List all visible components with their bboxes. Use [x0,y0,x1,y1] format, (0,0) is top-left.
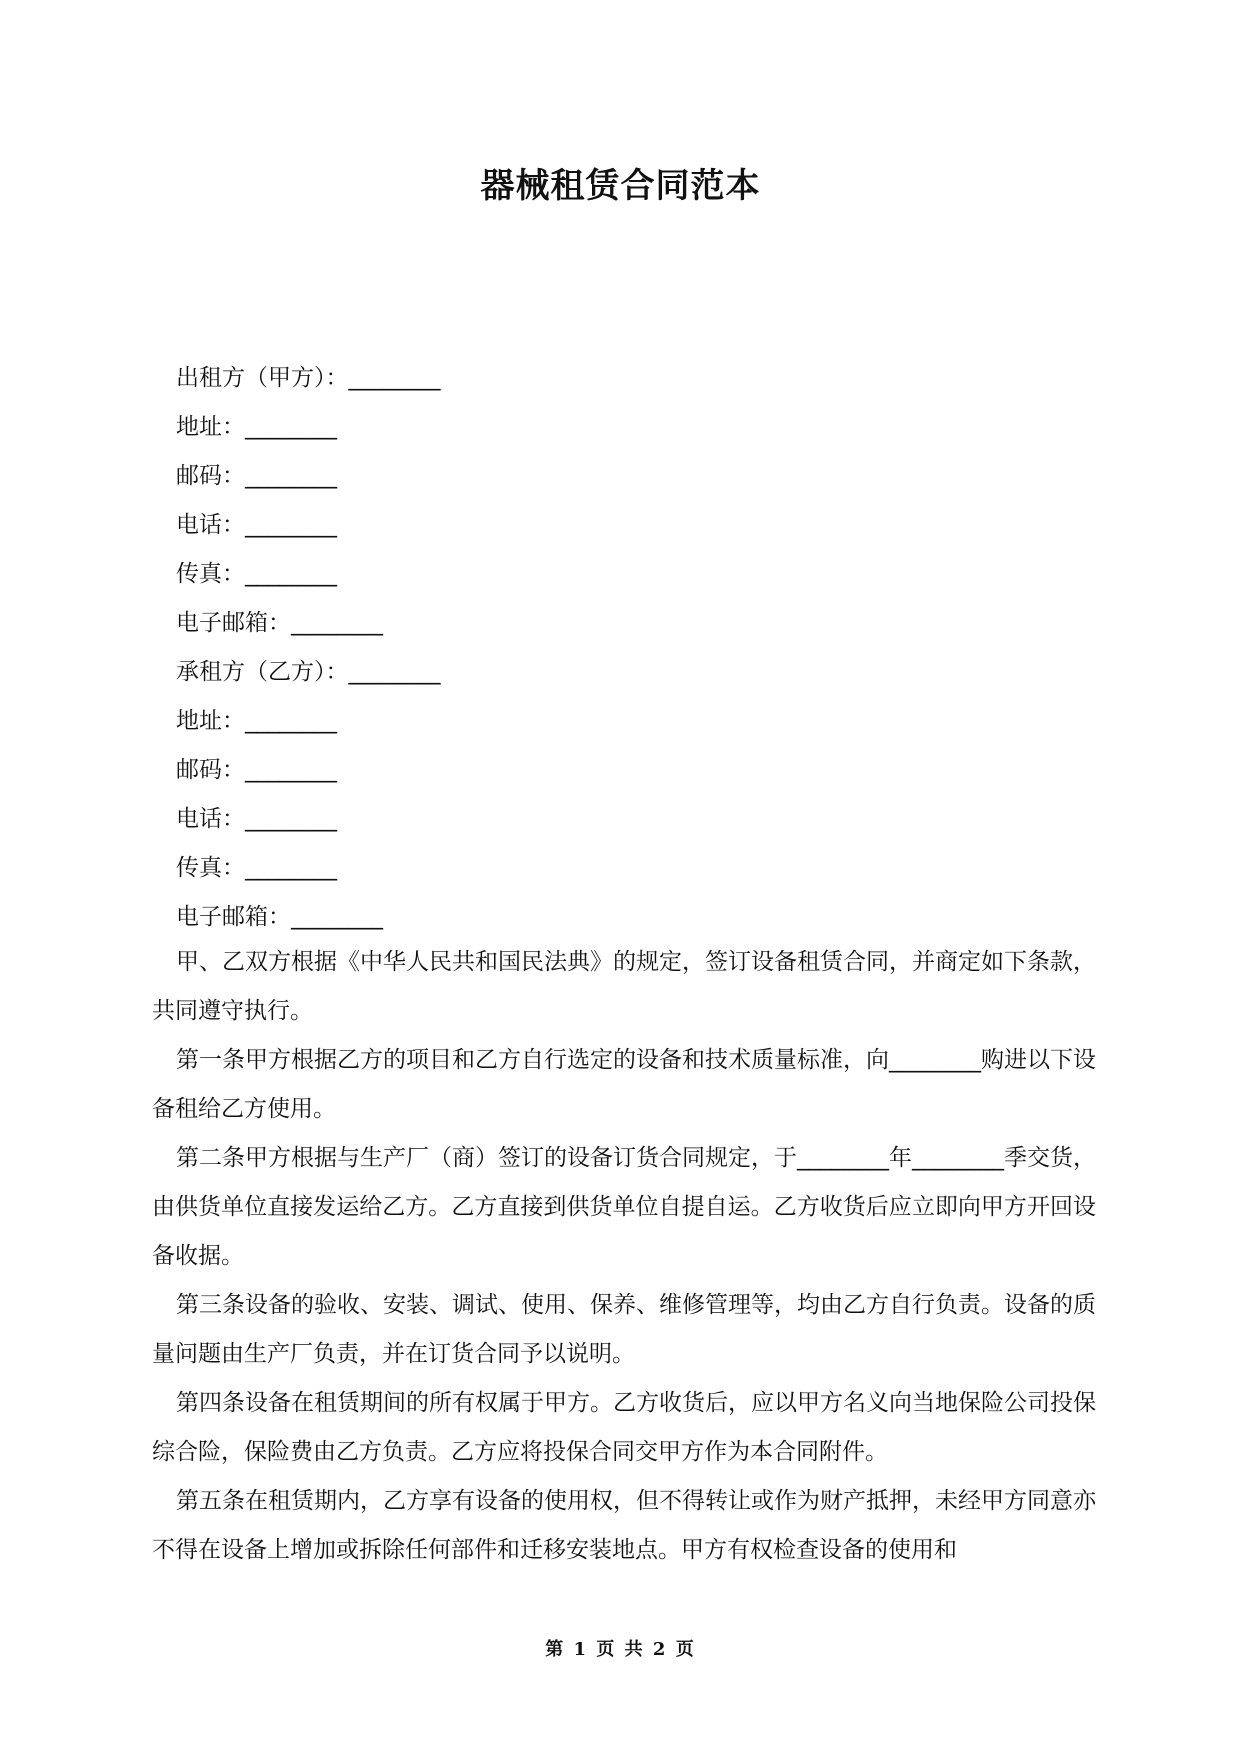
lessor-email-line: 电子邮箱：________ [176,610,383,636]
footer-current-page: 1 [573,1639,589,1660]
lessee-address-line: 地址：________ [176,708,337,734]
article-1-paragraph: 第一条甲方根据乙方的项目和乙方自行选定的设备和技术质量标准，向________购进以下设备租给乙方使用。 [152,1047,1096,1122]
footer-middle: 页 共 [596,1639,645,1660]
article-5-paragraph: 第五条在租赁期内，乙方享有设备的使用权，但不得转让或作为财产抵押，未经甲方同意亦不得在设备上增加或拆除任何部件和迁移安装地点。甲方有权检查设备的使用和 [152,1488,1096,1563]
lessee-postcode-line: 邮码：________ [176,757,337,783]
lessee-fax-line: 传真：________ [176,855,337,881]
footer-total-pages: 2 [652,1639,668,1660]
lessor-fax-line: 传真：________ [176,561,337,587]
article-4-paragraph: 第四条设备在租赁期间的所有权属于甲方。乙方收货后，应以甲方名义向当地保险公司投保综合险，保险费由乙方负责。乙方应将投保合同交甲方作为本合同附件。 [152,1390,1096,1465]
lessee-phone-line: 电话：________ [176,806,337,832]
document-title: 器械租赁合同范本 [480,166,761,206]
contract-body [152,938,1096,1575]
party-info-block [176,354,1096,942]
lessor-postcode-line: 邮码：________ [176,463,337,489]
lessor-address-line: 地址：________ [176,414,337,440]
footer-prefix: 第 [545,1639,566,1660]
article-2-paragraph: 第二条甲方根据与生产厂（商）签订的设备订货合同规定，于________年________季交货，由供货单位直接发运给乙方。乙方直接到供货单位自提自运。乙方收货后应立即向甲方开回设备收据。 [152,1145,1096,1269]
footer-suffix: 页 [675,1639,696,1660]
lessor-name-line: 出租方（甲方）：________ [176,365,441,391]
article-3-paragraph: 第三条设备的验收、安装、调试、使用、保养、维修管理等，均由乙方自行负责。设备的质量问题由生产厂负责，并在订货合同予以说明。 [152,1292,1096,1367]
lessee-name-line: 承租方（乙方）：________ [176,659,441,685]
lessee-email-line: 电子邮箱：________ [176,904,383,930]
preamble-paragraph: 甲、乙双方根据《中华人民共和国民法典》的规定，签订设备租赁合同，并商定如下条款，共同遵守执行。 [152,949,1096,1024]
lessor-phone-line: 电话：________ [176,512,337,538]
page-footer [0,1635,1241,1661]
